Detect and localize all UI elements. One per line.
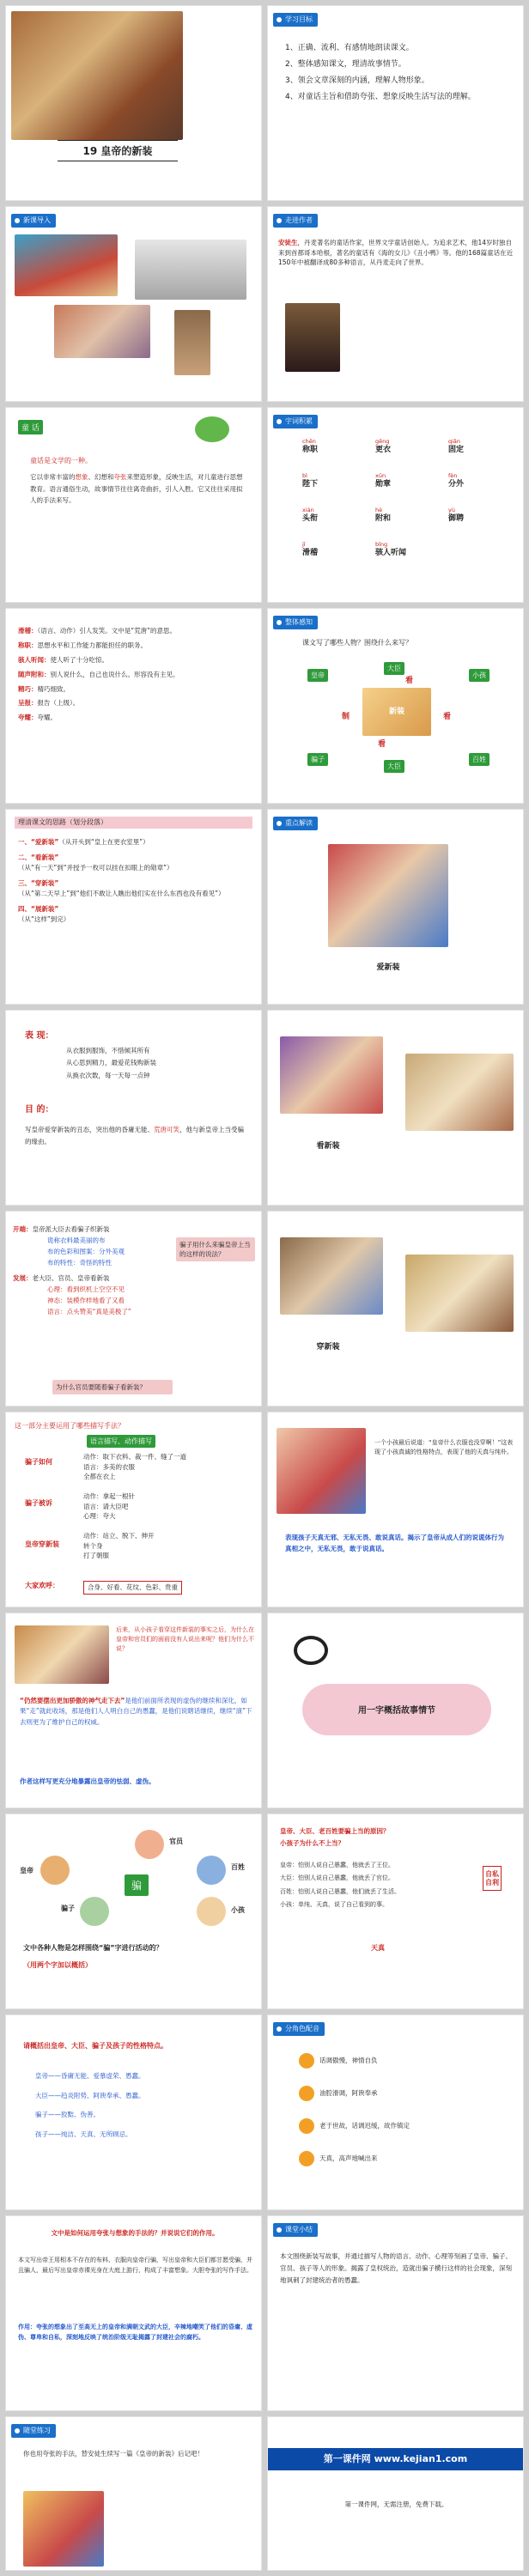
goal-item: 3、领会文章深刻的内涵，理解人物形象。 — [285, 76, 429, 85]
slide-10 — [267, 809, 524, 1005]
vocab-item: bì 陛下 — [302, 472, 319, 489]
group-swindlers-rows: 动作：取下衣料、裁一件、缝了一道 语言：多美的衣服 全都在衣上 — [83, 1453, 186, 1481]
structure-list — [18, 837, 255, 925]
slide-18 — [267, 1613, 524, 1808]
vocab-item: hè 附和 — [375, 507, 392, 523]
slide-20 — [267, 1814, 524, 2009]
arrow-label-see-3: 看 — [405, 677, 414, 685]
officials-question: 为什么官员要随着骗子看新装？ — [52, 1380, 173, 1394]
child-summary: 表现孩子天真无邪、无私无畏、敢说真话。揭示了皇帝从成人们的说谎体行为真相之中，无私无畏，敢于说真话。 — [285, 1534, 504, 1552]
label-official: 官员 — [169, 1838, 183, 1845]
practice-text: 你也用夸张的手法，替安徒生续写一篇《皇帝的新装》后记吧！ — [23, 2450, 204, 2458]
definition-row: 精巧：精巧细致。 — [18, 684, 70, 693]
group-emperor-rows: 动作：站立、脱下、伸开 转个身 打了朝服 — [83, 1532, 155, 1560]
structure-title: 理清课文的思路（划分段落） — [18, 818, 107, 826]
innocent-label: 天真 — [371, 1944, 385, 1952]
reason-question-1: 皇帝、大臣、老百姓要骗上当的原因？ — [280, 1827, 390, 1835]
traits-list — [35, 2067, 145, 2144]
brand-footnote: 第一课件网，无需注册，免费下载。 — [344, 2500, 448, 2508]
performance-line: 从换衣次数，每一天每一点钟 — [66, 1071, 150, 1079]
emperor-cartoon — [23, 2491, 104, 2567]
definition-row: 随声附和：别人说什么，自己也说什么。形容没有主见。 — [18, 670, 179, 678]
child-figure — [197, 1897, 226, 1926]
technique-title: 这一部分主要运用了哪些描写手法？ — [15, 1422, 125, 1430]
reason-question-2: 小孩子为什么不上当？ — [280, 1839, 344, 1847]
wear-clothes-image-1 — [280, 1237, 383, 1315]
story-image — [54, 305, 150, 358]
slide-21 — [5, 2014, 262, 2210]
slide-25 — [5, 2416, 262, 2571]
header-author: 走进作者 — [273, 214, 318, 228]
group-swindlers: 骗子如何 — [25, 1458, 52, 1466]
summary-text: 本文围绕新装写故事，并通过描写人物的语言、动作、心理等刻画了皇帝、骗子、官员、孩子等人的形象。揭露了皇权统治，造就出骗子横行这样的社会现象，深刻地讽刺了封建统治者的愚蠢。 — [280, 2252, 512, 2284]
label-people: 百姓 — [231, 1863, 245, 1871]
parade-image — [15, 1625, 109, 1684]
page-title: 19 皇帝的新装 — [58, 140, 178, 161]
vocab-item: qiǎn 固定 — [448, 438, 465, 454]
slide-23 — [5, 2215, 262, 2411]
header-key-reading: 重点解读 — [273, 817, 318, 830]
role-voice-item: 油腔滑调，阿谀奉承 — [299, 2086, 378, 2101]
fairy-lead: 童话是文学的一种。 — [30, 457, 92, 465]
slide-15 — [5, 1412, 262, 1607]
vocab-item: chēn 称职 — [302, 438, 319, 454]
afterwards-analysis: “仍然要摆出更加骄傲的神气走下去”是他们前面所表现的虚伪的继续和深化，如果“走”就此收场，那是他们人人明白自己的愚蠢，是他们说瞎话继续，继续“演”下去则更为了维护自己的权威。 — [20, 1697, 252, 1726]
mermaid-image — [15, 234, 118, 296]
header-summary: 课堂小结 — [273, 2223, 318, 2237]
panda-icon — [294, 1636, 328, 1665]
snake-icon — [195, 416, 229, 442]
role-emperor: 皇帝 — [307, 669, 328, 682]
selfish-label: 自私自利 — [483, 1866, 502, 1891]
slide-12 — [267, 1010, 524, 1206]
slide-9 — [5, 809, 262, 1005]
vocab-item: jī 滑稽 — [302, 541, 319, 557]
label-performance: 表 现： — [25, 1031, 54, 1041]
vocab-definitions — [18, 624, 255, 726]
vocab-item: gēng 更衣 — [375, 438, 392, 454]
slide-17 — [5, 1613, 262, 1808]
role-minister: 大臣 — [384, 662, 404, 675]
slide-26 — [267, 2416, 524, 2571]
purpose-text: 写皇帝爱穿新装的丑态，突出他的昏庸无能、荒唐可笑，他与新皇帝上当受骗的缘由。 — [25, 1126, 244, 1145]
wear-clothes-image-2 — [405, 1255, 514, 1332]
header-role-voice: 分角色配音 — [273, 2022, 325, 2036]
vocab-item: fèn 分外 — [448, 472, 465, 489]
group-cheers: 大家欢呼： — [25, 1582, 59, 1589]
slide-16 — [267, 1412, 524, 1607]
people-figure — [197, 1856, 226, 1885]
part-item: 三、“穿新装” （从“第二天早上”到“他们不敢让人瞧出他们实在什么东西也没有看见”） — [18, 879, 225, 897]
trait-row: 骗子——狡黠、伪善。 — [35, 2111, 100, 2118]
performance-line: 从心思到精力，最爱花钱购新装 — [66, 1059, 156, 1067]
see-clothes-image-1 — [280, 1036, 383, 1114]
label-purpose: 目 的： — [25, 1105, 54, 1115]
slide-6 — [267, 407, 524, 603]
vocab-item: yù 御聘 — [448, 507, 465, 523]
vocab-item: xián 头衔 — [302, 507, 319, 523]
child-analysis: 一个小孩最后说道：“皇帝什么衣服也没穿啊！”这表现了小孩真诚的性格特点，表现了他的天真与纯朴。 — [374, 1439, 514, 1456]
header-overview: 整体感知 — [273, 616, 318, 629]
swan-image — [135, 240, 246, 300]
author-bio — [278, 238, 517, 268]
arrow-label-see: 看 — [378, 740, 386, 749]
role-swindler: 骗子 — [307, 753, 328, 766]
part-item: 一、“爱新装”（从开头到“皇上在更衣室里”） — [18, 838, 149, 846]
role-child: 小孩 — [469, 669, 489, 682]
role-people: 百姓 — [469, 753, 489, 766]
brand-banner: 第一课件网 www.kejian1.com — [268, 2448, 523, 2470]
trait-row: 皇帝——昏庸无能、爱慕虚荣、愚蠢。 — [35, 2072, 145, 2080]
goal-item: 1、正确、流利、有感情地朗读课文。 — [285, 44, 414, 52]
emperor-parade-illustration — [11, 11, 183, 140]
performance-lines — [66, 1045, 156, 1082]
overview-question: 课文写了哪些人物？围绕什么来写？ — [302, 639, 412, 647]
arrow-label-make: 制 — [342, 713, 350, 721]
slide-5 — [5, 407, 262, 603]
love-clothes-illustration — [328, 844, 448, 947]
header-intro: 新课导入 — [11, 214, 56, 228]
slide-4 — [267, 206, 524, 402]
slide-11 — [5, 1010, 262, 1206]
header-vocab: 字词积累 — [273, 415, 318, 428]
label-emperor: 皇帝 — [20, 1867, 33, 1874]
technique-head: 语言描写、动作描写 — [87, 1435, 155, 1448]
bubble-text: 用一字概括故事情节 — [358, 1706, 435, 1716]
label-swindler: 骗子 — [61, 1905, 75, 1912]
matchgirl-image — [174, 310, 210, 375]
performance-line: 从衣服到服饰，不惜倾其所有 — [66, 1047, 150, 1054]
trait-row: 大臣——趋炎附势、阿谀奉承、愚蠢。 — [35, 2091, 145, 2099]
arrow-label-see-2: 看 — [443, 713, 452, 721]
official-figure — [135, 1830, 164, 1859]
slide-14 — [267, 1211, 524, 1406]
header-practice: 随堂练习 — [11, 2424, 56, 2438]
caption-wear-clothes: 穿新装 — [316, 1343, 340, 1352]
author-name: 安徒生 — [278, 239, 298, 246]
header-fairy-tale: 童 话 — [18, 420, 43, 434]
swindler-figure — [80, 1897, 109, 1926]
trait-row: 孩子——纯洁、天真、无所顾忌。 — [35, 2129, 132, 2138]
group-tricked: 骗子被诉 — [25, 1499, 52, 1507]
role-minister-2: 大臣 — [384, 760, 404, 773]
slide-24 — [267, 2215, 524, 2411]
goal-item: 4、对童话主旨和借助夸张、想象反映生活写法的理解。 — [285, 92, 476, 101]
vocab-item: xūn 勋章 — [375, 472, 392, 489]
deceive-question: 文中各种人物是怎样围绕“骗”字进行活动的？ — [23, 1944, 163, 1952]
slide-8 — [267, 608, 524, 804]
definition-row: 呈报：报告（上级）。 — [18, 699, 80, 708]
emperor-figure — [40, 1856, 70, 1885]
group-emperor: 皇帝穿新装 — [25, 1540, 59, 1548]
afterwards-conclusion: 作者这样写更充分地暴露出皇帝的怯弱、虚伪。 — [20, 1777, 155, 1785]
definition-row: 称职：思想水平和工作能力都能担任的职务。 — [18, 641, 147, 649]
slide-3 — [5, 206, 262, 402]
definition-row: 夸耀：夸耀。 — [18, 714, 57, 722]
slide-19 — [5, 1814, 262, 2009]
role-voice-item: 老于世故，话调迟缓，故作镇定 — [299, 2118, 410, 2134]
afterwards-question: 后来，从小孩子看穿这件新装的事实之后，为什么在皇帝和官员们的面前没有人说出来呢？他们为什么不说？ — [116, 1626, 254, 1652]
exaggeration-effect: 作用：夸张的想象出了至高无上的皇帝和满朝文武的大臣，辛辣地嘲笑了他们的昏庸、虚伪、尊卑和自私，深刻地反映了统治阶级无耻揭露了封建社会的腐朽。 — [18, 2324, 252, 2341]
child-shouts-image — [277, 1428, 366, 1514]
slide-7 — [5, 608, 262, 804]
andersen-portrait — [285, 303, 340, 372]
caption-see-clothes: 看新装 — [316, 1142, 340, 1151]
see-clothes-image-2 — [405, 1054, 514, 1131]
plot-development: 开端：皇帝派大臣去看骗子织新装 诡称衣料最美丽的布 布的色彩和图案：分外美观 布的特性：奇怪的特性 发展：老大臣、官员、皇帝看新装 心理：看到织机上空空不见 神态：装模作样地看了又看 语言：点头赞美“真是美极了” — [13, 1225, 131, 1315]
role-voice-item: 天真，高声地喊出来 — [299, 2151, 378, 2166]
center-label: 新装 — [388, 708, 404, 716]
author-text: ，丹麦著名的童话作家，世界文学童话创始人。为追求艺术，他14岁时独自来到首都哥本哈根，著名的童话有《海的女儿》《丑小鸭》等。他的168篇童话在近150年中被翻译成80多种语言，从丹麦走向了世界。 — [278, 239, 514, 267]
label-child: 小孩 — [231, 1906, 245, 1914]
vocab-item: bǐng 骇人听闻 — [375, 541, 407, 557]
role-voice-item: 话调傲慢，神情自负 — [299, 2053, 378, 2069]
slide-22 — [267, 2014, 524, 2210]
goals-list — [285, 40, 508, 106]
group-tricked-rows: 动作：拿起一根针 语言：请大臣吧 心理：夸大 — [83, 1492, 135, 1521]
swindle-question: 骗子用什么来骗皇帝上当的这样的说法？ — [176, 1237, 255, 1261]
goal-item: 2、整体感知课文，理清故事情节。 — [285, 59, 406, 69]
center-deceive: 骗 — [125, 1874, 149, 1896]
header-learning-goals: 学习目标 — [273, 13, 318, 27]
slide-2 — [267, 5, 524, 201]
slide-13 — [5, 1211, 262, 1406]
part-item: 二、“看新装” （从“有一天”到“并授予一枚可以挂在扣眼上的勋章”） — [18, 854, 173, 872]
caption-love-clothes: 爱新装 — [376, 963, 400, 972]
exaggeration-text: 本文写出帝王用相本不存在的布料、衣服向皇帝行骗，写出皇帝和大臣们都甘愿受骗，并且骗人，最后写出皇帝赤裸光身在大庭上游行，构成了丰富想象。大胆夸张的写作手法。 — [18, 2257, 252, 2274]
definition-row: 滑稽：（语言、动作）引人发笑。文中是“荒唐”的意思。 — [18, 627, 177, 635]
definition-row: 骇人听闻：使人听了十分吃惊。 — [18, 655, 108, 664]
deceive-note: （用两个字加以概括） — [23, 1961, 92, 1969]
part-item: 四、“展新装” （从“这样”到完） — [18, 905, 70, 923]
traits-title: 请概括出皇帝、大臣、骗子及孩子的性格特点。 — [23, 2042, 167, 2050]
group-cheers-row: 合身、好看、花纹、色彩、贵重 — [83, 1581, 182, 1595]
reason-lines: 皇帝：怕别人说自己愚蠢，他就丢了王位。 大臣：怕别人说自己愚蠢，他就丢了官位。 百姓：怕别人说自己愚蠢，他们就丢了生活。 小孩：单纯、天真，说了自己看到的事。 — [280, 1862, 400, 1909]
fairy-body: 它以非常丰富的想象、幻想和夸张来塑造形象，反映生活，对儿童进行思想教育。语言通俗生动，故事情节往往离奇曲折，引人入胜。它又往往采用拟人的手法来写。 — [30, 473, 243, 504]
exaggeration-question: 文中是如何运用夸张与想象的手法的？并说说它们的作用。 — [51, 2229, 219, 2237]
slide-1 — [5, 5, 262, 201]
